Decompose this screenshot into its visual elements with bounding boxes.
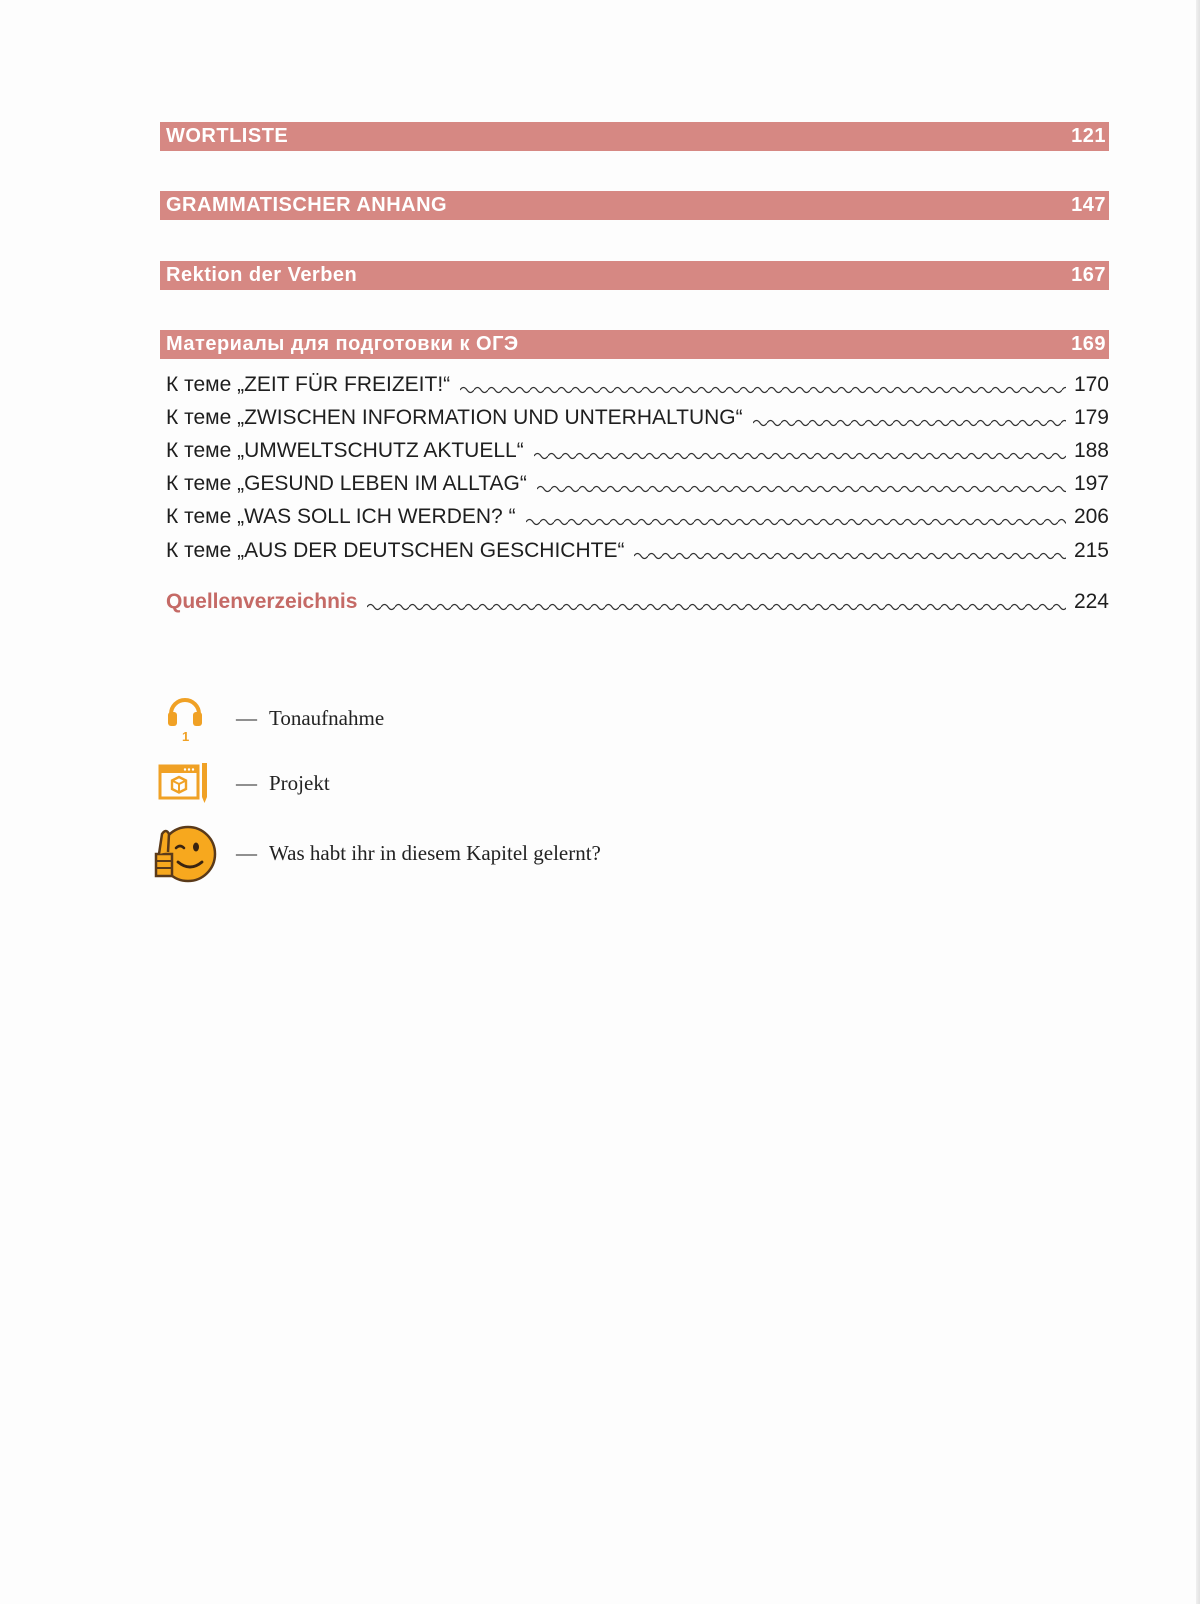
entry-title: К теме „ZWISCHEN INFORMATION UND UNTERHALTUNG“ [166,406,743,429]
entry-page: 224 [1073,590,1109,613]
entry-page: 197 [1073,472,1109,495]
entry-title: К теме „UMWELTSCHUTZ AKTUELL“ [166,439,524,462]
section-title: Rektion der Verben [166,264,358,286]
legend-label: Projekt [269,770,330,795]
track-number: 1 [182,729,190,744]
headphones-icon [150,692,220,744]
section-page: 169 [1071,333,1106,355]
section-page: 147 [1071,194,1106,216]
legend-item-tonaufnahme [150,692,384,744]
wavy-leader [753,417,1066,429]
section-page: 121 [1071,125,1106,147]
legend-dash: — [236,840,257,865]
wavy-leader [526,516,1066,528]
section-title: Материалы для подготовки к ОГЭ [166,333,519,355]
entry-page: 179 [1073,406,1109,429]
entry-title: К теме „AUS DER DEUTSCHEN GESCHICHTE“ [166,539,625,562]
toc-section-wortliste[interactable] [160,122,1109,151]
toc-entry[interactable] [166,370,1109,400]
toc-entry[interactable] [166,469,1109,499]
legend-label: Was habt ihr in diesem Kapitel gelernt? [269,840,601,865]
wavy-leader [534,450,1066,462]
toc-entry[interactable] [166,536,1109,566]
entry-title: К теме „ZEIT FÜR FREIZEIT!“ [166,373,451,396]
entry-page: 188 [1073,439,1109,462]
wavy-leader [460,384,1066,396]
entry-title: К теме „WAS SOLL ICH WERDEN? “ [166,505,516,528]
toc-entry-quellenverzeichnis[interactable] [166,587,1109,617]
section-title: GRAMMATISCHER ANHANG [166,194,448,216]
entry-title: К теме „GESUND LEBEN IM ALLTAG“ [166,472,527,495]
legend-item-projekt [150,762,330,804]
toc-section-grammatischer-anhang[interactable] [160,191,1109,220]
toc-entry[interactable] [166,403,1109,433]
section-title: WORTLISTE [166,125,289,147]
wavy-leader [634,550,1066,562]
thumbs-up-smiley-icon [150,818,220,888]
wavy-leader [537,483,1066,495]
legend-label: Tonaufnahme [269,705,385,730]
toc-entry[interactable] [166,436,1109,466]
project-icon [150,762,220,804]
toc-section-oge[interactable] [160,330,1109,359]
page-edge [1196,0,1200,1604]
section-page: 167 [1071,264,1106,286]
legend-item-lernziele [150,818,601,888]
toc-section-rektion-der-verben[interactable] [160,261,1109,290]
entry-page: 170 [1073,373,1109,396]
legend-dash: — [236,770,257,795]
entry-page: 215 [1073,539,1109,562]
toc-entry[interactable] [166,502,1109,532]
entry-page: 206 [1073,505,1109,528]
legend-dash: — [236,705,257,730]
wavy-leader [367,601,1066,613]
entry-title: Quellenverzeichnis [166,590,358,613]
